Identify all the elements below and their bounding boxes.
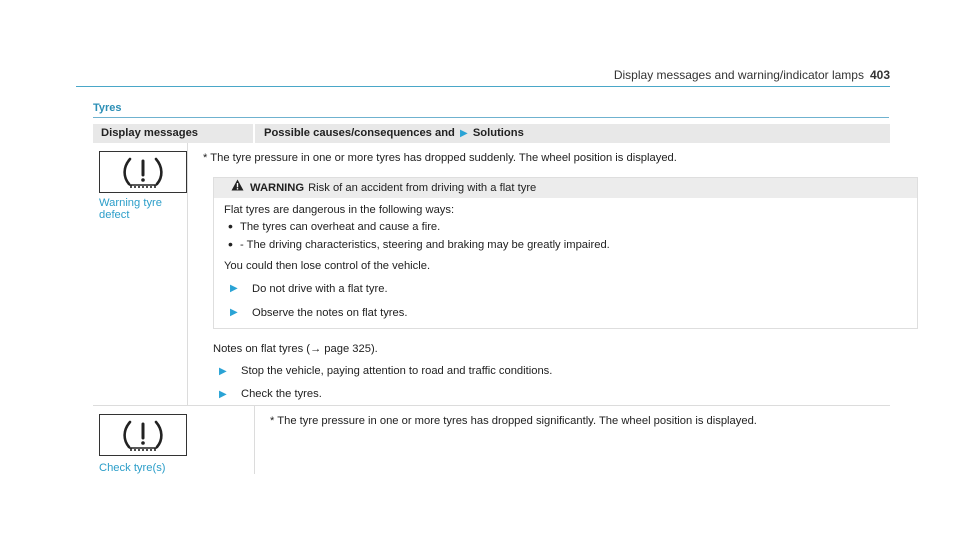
causes-cell (255, 406, 890, 474)
step-text: Check the tyres. (241, 388, 322, 400)
running-header (614, 68, 890, 82)
tyre-pressure-warning-icon (99, 414, 187, 456)
step-text: Observe the notes on flat tyres. (252, 307, 408, 319)
play-arrow-icon: ▶ (230, 283, 238, 294)
play-arrow-icon: ▶ (230, 307, 238, 318)
warning-step (224, 304, 907, 322)
list-item (224, 236, 907, 254)
messages-table (93, 124, 890, 474)
bullet-icon: • (228, 236, 233, 252)
warning-header (214, 178, 917, 198)
tyre-pressure-warning-icon (99, 151, 187, 193)
header-rule (76, 86, 890, 87)
warning-consequence: You could then lose control of the vehicle. (224, 260, 431, 272)
col-header-causes-text: Possible causes/consequences and (264, 127, 455, 139)
message-label-check-tyres: Check tyre(s) (99, 462, 166, 474)
cause-text: * The tyre pressure in one or more tyres has dropped suddenly. The wheel position is displayed. (203, 152, 677, 164)
table-row (93, 143, 890, 406)
message-label-warning-tyre-defect: Warning tyre defect (99, 197, 163, 221)
warning-step (224, 280, 907, 298)
causes-cell (188, 143, 924, 405)
notes-reference: Notes on flat tyres (→ page 325). (213, 343, 378, 355)
warning-body (214, 198, 917, 328)
col-header-display-messages: Display messages (93, 124, 253, 143)
play-arrow-icon: ▶ (460, 128, 468, 139)
header-title: Display messages and warning/indicator lamps (613, 68, 864, 82)
display-message-cell (93, 143, 188, 405)
play-arrow-icon: ▶ (219, 389, 227, 400)
table-row (93, 406, 890, 474)
step-text: Do not drive with a flat tyre. (252, 283, 388, 295)
warning-intro: Flat tyres are dangerous in the following ways: (224, 204, 455, 216)
col-header-solutions-text: Solutions (472, 127, 524, 139)
warning-box (213, 177, 918, 329)
play-arrow-icon: ▶ (219, 366, 227, 377)
section-rule (93, 117, 889, 118)
warning-text: Risk of an accident from driving with a flat tyre (308, 182, 537, 194)
bullet-text: - The driving characteristics, steering and braking may be greatly impaired. (240, 239, 610, 251)
solution-step (203, 363, 918, 380)
bullet-text: The tyres can overheat and cause a fire. (240, 221, 441, 233)
bullet-icon: • (228, 218, 233, 234)
page-number: 403 (869, 68, 890, 82)
warning-triangle-icon (231, 178, 244, 198)
warning-title: WARNING (250, 182, 305, 194)
col-header-causes (255, 124, 890, 143)
display-message-cell (93, 406, 255, 474)
list-item (224, 218, 907, 236)
table-header (93, 124, 890, 143)
cause-text: * The tyre pressure in one or more tyres has dropped significantly. The wheel position is displayed. (270, 415, 757, 427)
solution-step (203, 386, 918, 403)
step-text: Stop the vehicle, paying attention to road and traffic conditions. (241, 365, 553, 377)
section-title: Tyres (93, 102, 122, 114)
